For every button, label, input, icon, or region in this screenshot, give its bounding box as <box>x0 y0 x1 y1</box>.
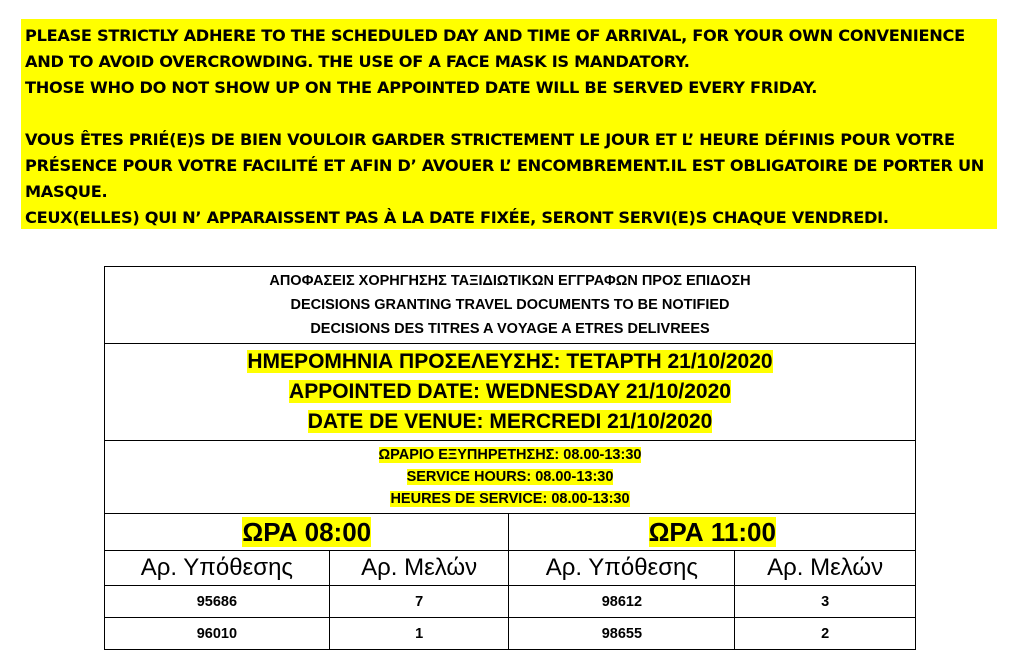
slot-heading: ΩΡΑ 08:00 <box>105 514 509 551</box>
hours-english: SERVICE HOURS: 08.00-13:30 <box>406 469 614 485</box>
title-greek: ΑΠΟΦΑΣΕΙΣ ΧΟΡΗΓΗΣΗΣ ΤΑΞΙΔΙΩΤΙΚΩΝ ΕΓΓΡΑΦΩΝ ΠΡΟΣ ΕΠΙΔΟΣΗ <box>269 273 751 289</box>
case-number: 95686 <box>105 586 330 618</box>
notice-banner <box>21 19 997 229</box>
notice-line: AND TO AVOID OVERCROWDING. THE USE OF A FACE MASK IS MANDATORY. <box>25 52 690 71</box>
hours-greek: ΩΡΑΡΙΟ ΕΞΥΠΗΡΕΤΗΣΗΣ: 08.00-13:30 <box>378 447 642 463</box>
member-count: 7 <box>329 586 509 618</box>
member-count: 1 <box>329 618 509 650</box>
column-header: Αρ. Μελών <box>735 551 916 586</box>
notice-line: CEUX(ELLES) QUI N’ APPARAISSENT PAS À LA DATE FIXÉE, SERONT SERVI(E)S CHAQUE VENDREDI. <box>25 208 889 227</box>
notice-line: MASQUE. <box>25 182 108 201</box>
case-number: 96010 <box>105 618 330 650</box>
notice-line: THOSE WHO DO NOT SHOW UP ON THE APPOINTED DATE WILL BE SERVED EVERY FRIDAY. <box>25 78 818 97</box>
member-count: 3 <box>735 586 916 618</box>
column-header: Αρ. Υπόθεσης <box>509 551 735 586</box>
appointments-table <box>104 266 916 650</box>
notice-line: PRÉSENCE POUR VOTRE FACILITÉ ET AFIN D’ AVOUER L’ ENCOMBREMENT.IL EST OBLIGATOIRE DE PORTER UN <box>25 156 985 175</box>
case-number: 98612 <box>509 586 735 618</box>
slot-heading: ΩΡΑ 11:00 <box>509 514 916 551</box>
appointment-date <box>105 344 916 441</box>
date-greek: ΗΜΕΡΟΜΗΝΙΑ ΠΡΟΣΕΛΕΥΣΗΣ: ΤΕΤΑΡΤΗ 21/10/2020 <box>247 350 773 373</box>
column-header: Αρ. Μελών <box>329 551 509 586</box>
hours-french: HEURES DE SERVICE: 08.00-13:30 <box>390 491 630 507</box>
notice-line: VOUS ÊTES PRIÉ(E)S DE BIEN VOULOIR GARDER STRICTEMENT LE JOUR ET L’ HEURE DÉFINIS POUR VOTRE <box>25 130 955 149</box>
case-number: 98655 <box>509 618 735 650</box>
date-english: APPOINTED DATE: WEDNESDAY 21/10/2020 <box>289 380 731 403</box>
column-header: Αρ. Υπόθεσης <box>105 551 330 586</box>
table-title <box>105 267 916 344</box>
table-row <box>105 586 916 618</box>
service-hours <box>105 441 916 514</box>
notice-line: PLEASE STRICTLY ADHERE TO THE SCHEDULED DAY AND TIME OF ARRIVAL, FOR YOUR OWN CONVENIENCE <box>25 26 965 45</box>
table-row <box>105 618 916 650</box>
title-french: DECISIONS DES TITRES A VOYAGE A ETRES DELIVREES <box>310 321 710 337</box>
date-french: DATE DE VENUE: MERCREDI 21/10/2020 <box>307 410 713 433</box>
title-english: DECISIONS GRANTING TRAVEL DOCUMENTS TO BE NOTIFIED <box>290 297 730 313</box>
member-count: 2 <box>735 618 916 650</box>
